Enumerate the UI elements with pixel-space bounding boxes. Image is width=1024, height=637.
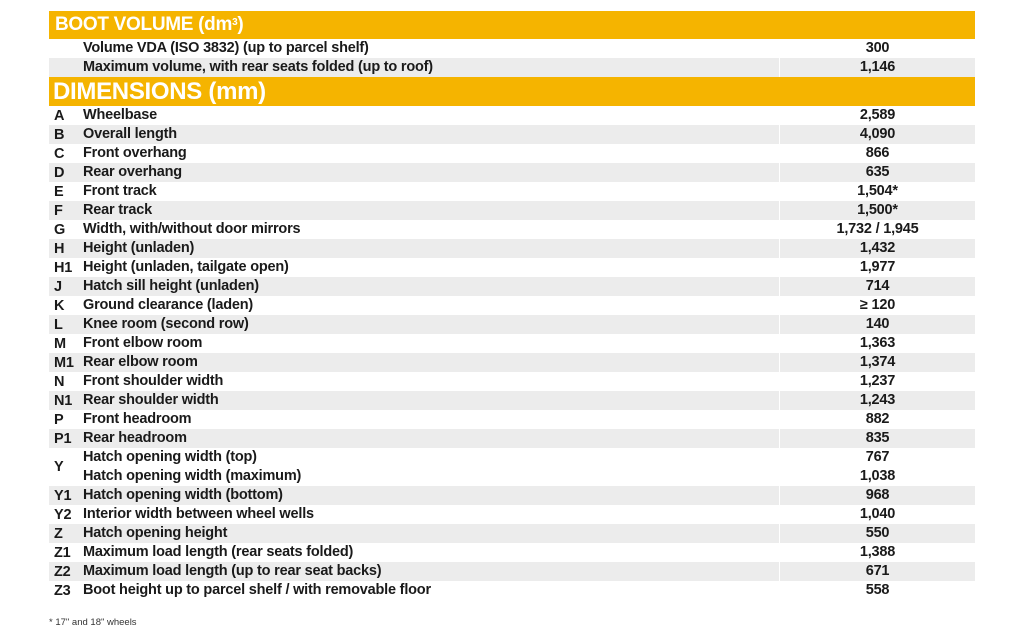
row-label: Front elbow room (83, 335, 203, 351)
row-code: Y1 (54, 487, 72, 504)
row-label-cell (83, 372, 780, 391)
row-value-cell (780, 220, 975, 239)
row-label-cell (83, 448, 780, 486)
row-label-cell (83, 258, 780, 277)
row-label: Front track (83, 183, 157, 199)
row-code: B (54, 126, 65, 143)
row-value-cell (780, 58, 975, 77)
row-code: Z3 (54, 582, 71, 599)
row-label-cell (83, 391, 780, 410)
row-label-cell (83, 410, 780, 429)
row-label: Hatch opening height (83, 525, 228, 541)
row-label-cell (83, 543, 780, 562)
row-value: 140 (865, 316, 890, 332)
row-label-cell (83, 315, 780, 334)
row-label-cell (83, 39, 780, 58)
table-row (49, 353, 975, 372)
row-value-cell (780, 505, 975, 524)
row-value: 1,500* (857, 202, 898, 218)
row-label: Maximum load length (up to rear seat backs) (83, 563, 382, 579)
row-code: M1 (54, 354, 74, 371)
row-label: Rear shoulder width (83, 392, 219, 408)
row-label: Boot height up to parcel shelf / with removable floor (83, 582, 431, 598)
table-row (49, 524, 975, 543)
row-value: 671 (865, 563, 890, 579)
row-label: Volume VDA (ISO 3832) (up to parcel shelf) (83, 40, 369, 56)
table-row (49, 144, 975, 163)
row-value-cell (780, 258, 975, 277)
row-code: Z2 (54, 563, 71, 580)
row-value: 550 (865, 525, 890, 541)
row-label: Ground clearance (laden) (83, 297, 254, 313)
row-value-cell (780, 296, 975, 315)
row-code: F (54, 202, 63, 219)
boot-volume-heading-superscript: 3 (232, 16, 238, 28)
row-label: Maximum load length (rear seats folded) (83, 544, 354, 560)
row-value: 2,589 (859, 107, 896, 123)
row-label-cell (83, 239, 780, 258)
table-row (49, 220, 975, 239)
row-value: 1,504* (857, 183, 898, 199)
row-value: 767 (865, 449, 890, 465)
row-value: 1,243 (859, 392, 896, 408)
row-value-cell (780, 125, 975, 144)
table-row (49, 163, 975, 182)
row-code: Y (54, 459, 64, 475)
row-label: Rear elbow room (83, 354, 198, 370)
row-label-cell (83, 106, 780, 125)
row-label-cell (83, 334, 780, 353)
row-value-cell (780, 429, 975, 448)
row-code: L (54, 316, 63, 333)
row-label-cell (83, 353, 780, 372)
row-label: Height (unladen, tailgate open) (83, 259, 289, 275)
table-row (49, 296, 975, 315)
table-row (49, 429, 975, 448)
row-value: 1,363 (859, 335, 896, 351)
row-code: P1 (54, 430, 72, 447)
row-label-cell (83, 524, 780, 543)
row-label-cell (83, 505, 780, 524)
table-row (49, 448, 975, 486)
row-label-cell (83, 201, 780, 220)
row-value-cell (780, 144, 975, 163)
row-code: N1 (54, 392, 73, 409)
row-code: H1 (54, 259, 73, 276)
row-value-cell (780, 372, 975, 391)
table-row (49, 106, 975, 125)
row-code: D (54, 164, 65, 181)
row-label: Wheelbase (83, 107, 157, 123)
boot-volume-heading-text: BOOT VOLUME (dm (55, 14, 233, 35)
row-code: Y2 (54, 506, 72, 523)
row-value: 635 (865, 164, 890, 180)
row-label-cell (83, 220, 780, 239)
row-label: Overall length (83, 126, 177, 142)
footnote: * 17" and 18" wheels (49, 617, 137, 628)
row-code: A (54, 107, 65, 124)
table-row (49, 201, 975, 220)
table-row (49, 39, 975, 58)
row-value: 714 (865, 278, 890, 294)
row-value: 1,146 (859, 59, 896, 75)
row-value: 1,977 (859, 259, 896, 275)
row-value: 835 (865, 430, 890, 446)
row-value: 558 (865, 582, 890, 598)
row-value: 1,732 / 1,945 (836, 221, 919, 237)
table-row (49, 315, 975, 334)
row-value: 1,374 (859, 354, 896, 370)
row-code: J (54, 278, 62, 295)
table-row (49, 239, 975, 258)
row-label: Interior width between wheel wells (83, 506, 314, 522)
row-value: ≥ 120 (859, 297, 896, 313)
row-value-cell (780, 163, 975, 182)
row-value: 1,432 (859, 240, 896, 256)
table-row (49, 258, 975, 277)
row-code: Z1 (54, 544, 71, 561)
row-label-cell (83, 144, 780, 163)
table-row (49, 372, 975, 391)
boot-volume-heading-close: ) (237, 14, 244, 35)
row-code: E (54, 183, 64, 200)
row-value-cell (780, 201, 975, 220)
dimensions-heading-text: DIMENSIONS (mm) (53, 77, 266, 105)
row-value-secondary: 1,038 (859, 468, 896, 484)
row-value-cell (780, 581, 975, 600)
row-value-cell (780, 315, 975, 334)
row-value-cell (780, 106, 975, 125)
row-code: C (54, 145, 65, 162)
row-label-cell (83, 429, 780, 448)
row-value: 866 (865, 145, 890, 161)
row-label-cell (83, 486, 780, 505)
table-row (49, 543, 975, 562)
row-label: Rear track (83, 202, 152, 218)
table-row (49, 182, 975, 201)
row-label-secondary: Hatch opening width (maximum) (83, 468, 302, 484)
row-value-cell (780, 524, 975, 543)
table-row (49, 505, 975, 524)
row-value-cell (780, 543, 975, 562)
row-label: Hatch opening width (top) (83, 449, 257, 465)
row-value-cell (780, 353, 975, 372)
row-value-cell (780, 410, 975, 429)
row-label: Front headroom (83, 411, 192, 427)
row-value: 1,040 (859, 506, 896, 522)
table-row (49, 391, 975, 410)
row-label: Width, with/without door mirrors (83, 221, 301, 237)
boot-volume-heading (49, 11, 975, 39)
row-code: Z (54, 525, 63, 542)
row-value-cell (780, 391, 975, 410)
row-code: P (54, 411, 64, 428)
table-row (49, 410, 975, 429)
row-value: 968 (865, 487, 890, 503)
row-value: 1,388 (859, 544, 896, 560)
row-value-cell (780, 277, 975, 296)
row-label: Rear overhang (83, 164, 182, 180)
table-row (49, 125, 975, 144)
row-label-cell (83, 581, 780, 600)
table-row (49, 562, 975, 581)
row-value-cell (780, 448, 975, 486)
row-label: Hatch opening width (bottom) (83, 487, 283, 503)
table-row (49, 277, 975, 296)
dimensions-heading (49, 77, 975, 106)
row-label-cell (83, 58, 780, 77)
row-label: Height (unladen) (83, 240, 195, 256)
row-label: Front shoulder width (83, 373, 224, 389)
row-value-cell (780, 562, 975, 581)
row-label-cell (83, 182, 780, 201)
row-value-cell (780, 239, 975, 258)
row-code: H (54, 240, 65, 257)
row-label: Hatch sill height (unladen) (83, 278, 259, 294)
row-code: G (54, 221, 66, 238)
table-row (49, 581, 975, 600)
table-row (49, 334, 975, 353)
row-label-cell (83, 125, 780, 144)
spec-table (49, 11, 975, 600)
row-value: 4,090 (859, 126, 896, 142)
row-code: M (54, 335, 66, 352)
row-value: 300 (865, 40, 890, 56)
row-label-cell (83, 296, 780, 315)
table-row (49, 486, 975, 505)
row-label: Maximum volume, with rear seats folded (up to roof) (83, 59, 433, 75)
row-value-cell (780, 39, 975, 58)
row-value-cell (780, 486, 975, 505)
row-label: Rear headroom (83, 430, 187, 446)
row-label: Knee room (second row) (83, 316, 249, 332)
row-label-cell (83, 163, 780, 182)
row-value: 882 (865, 411, 890, 427)
row-code: K (54, 297, 65, 314)
table-row (49, 58, 975, 77)
row-code: N (54, 373, 65, 390)
row-label-cell (83, 562, 780, 581)
dimensions-rows (49, 106, 975, 600)
row-value: 1,237 (859, 373, 896, 389)
row-label: Front overhang (83, 145, 187, 161)
boot-volume-rows (49, 39, 975, 77)
row-value-cell (780, 182, 975, 201)
row-label-cell (83, 277, 780, 296)
row-value-cell (780, 334, 975, 353)
